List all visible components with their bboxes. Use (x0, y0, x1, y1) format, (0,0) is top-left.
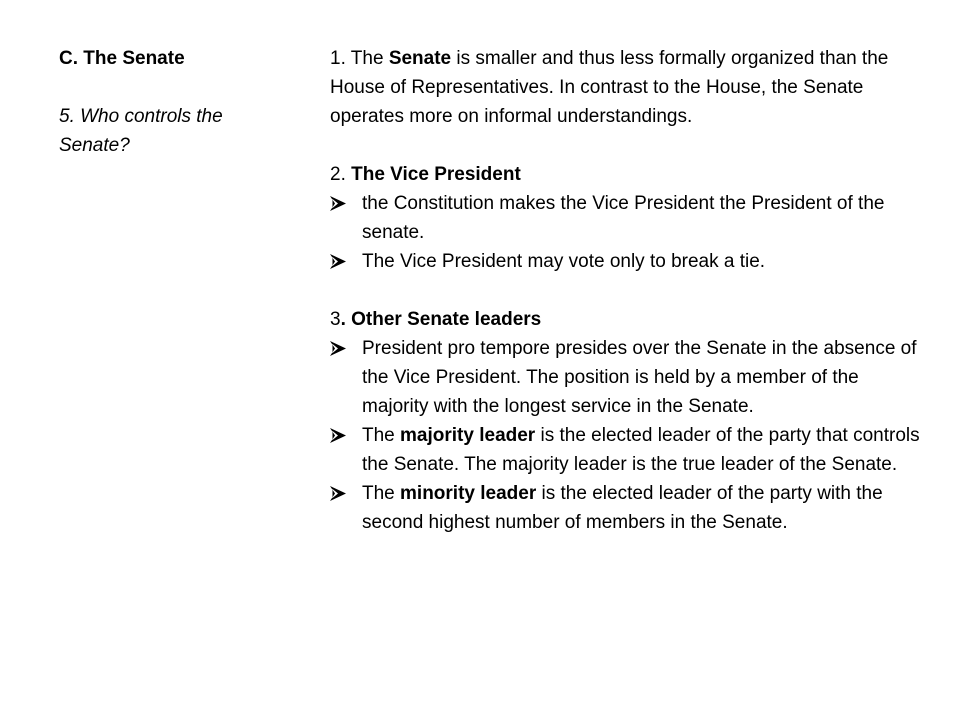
bullet-text: the Constitution makes the Vice President the President of the senate. (362, 193, 885, 243)
bullet-bold-term: majority leader (400, 425, 536, 446)
section-vice-president (330, 160, 920, 276)
list-item (330, 421, 920, 479)
list-item (330, 247, 920, 276)
intro-text: is smaller and thus less formally organized than the House of Representatives. In contrast to the House, the Senate operates more on informal understandings. (330, 48, 889, 127)
bullet-text-pre: The (362, 425, 401, 446)
bullet-list (330, 334, 920, 537)
arrow-bullet-icon (330, 341, 346, 356)
bullet-bold-term: minority leader (400, 483, 537, 504)
list-item (330, 334, 920, 421)
section-number: 3 (330, 309, 341, 330)
section-title-text: . Other Senate leaders (340, 309, 542, 330)
section-title-text: The Vice President (351, 164, 521, 185)
intro-paragraph (330, 44, 920, 131)
bullet-text: President pro tempore presides over the Senate in the absence of the Vice President. The position is held by a member of the majority with the longest service in the Senate. (362, 338, 917, 417)
arrow-bullet-icon (330, 254, 346, 269)
bullet-text-post: is the elected leader of the party that controls the Senate. The majority leader is the true leader of the Senate. (362, 425, 920, 475)
bullet-list (330, 189, 920, 276)
arrow-bullet-icon (330, 196, 346, 211)
section-question: 5. Who controls the Senate? (59, 106, 223, 156)
right-column (330, 44, 920, 537)
section-title (330, 160, 920, 189)
bullet-text-pre: The (362, 483, 401, 504)
arrow-bullet-icon (330, 428, 346, 443)
section-heading: C. The Senate (59, 48, 185, 69)
bullet-text-post: is the elected leader of the party with the second highest number of members in the Senate. (362, 483, 883, 533)
section-other-leaders (330, 305, 920, 537)
left-column (59, 44, 279, 160)
intro-bold-term: Senate (388, 48, 452, 69)
list-item (330, 479, 920, 537)
arrow-bullet-icon (330, 486, 346, 501)
bullet-text: The Vice President may vote only to break a tie. (362, 251, 766, 272)
list-item (330, 189, 920, 247)
section-title (330, 305, 920, 334)
section-number: 2. (330, 164, 352, 185)
intro-prefix: 1. The (330, 48, 389, 69)
